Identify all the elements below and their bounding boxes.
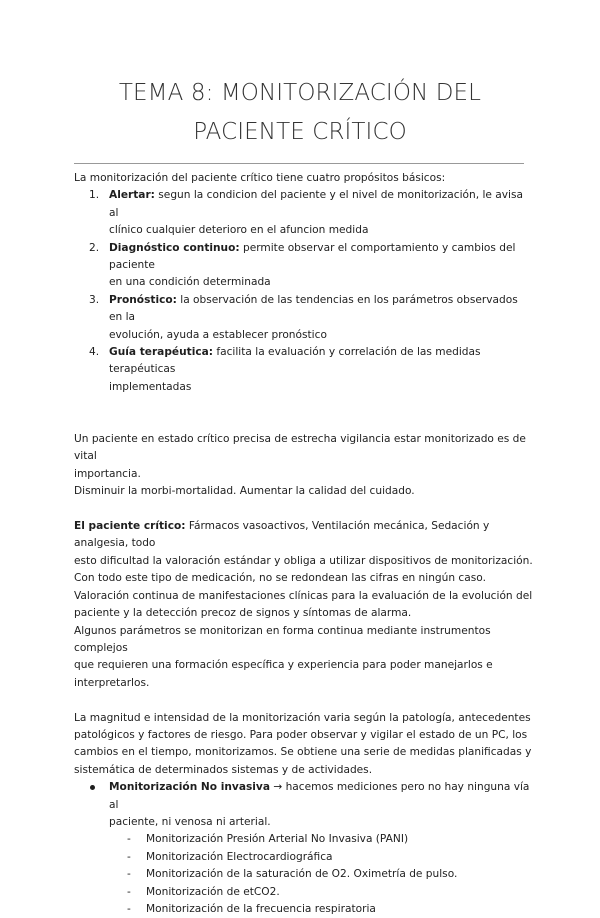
list-text-cont: clínico cualquier deterioro en el afuncion medida bbox=[109, 224, 369, 237]
list-item bbox=[74, 187, 534, 239]
list-text: segun la condicion del paciente y el nivel de monitorización, le avisa al bbox=[109, 189, 523, 219]
list-item bbox=[74, 240, 534, 292]
sublist-item: - Monitorización de etCO2. bbox=[127, 885, 280, 898]
list-number: 3. bbox=[89, 293, 100, 306]
critical-patient-paragraph: El paciente crítico: Fármacos vasoactivos, Ventilación mecánica, Sedación y analgesia, todo esto dificultad la valoración estándar y obliga a utilizar dispositivos de monitorización. Con todo este tipo de medicación, no se redondean las cifras en ningún caso. Valoración continua de manifestaciones clínicas para la evaluación de la evolución del paciente y la detección precoz de signos y síntomas de alarma. Algunos parámetros se monitorizan en forma continua mediante instrumentos complejos que requieren una formación específica y experiencia para poder manejarlos e interpretarlos. bbox=[74, 520, 533, 689]
list-term: Alertar: bbox=[109, 189, 155, 202]
list-item bbox=[74, 344, 534, 396]
magnitude-paragraph: La magnitud e intensidad de la monitorización varia según la patología, antecedentes patológicos y factores de riesgo. Para poder observar y vigilar el estado de un PC, los cambios en el tiempo, monitorizamos. Se obtiene una serie de medidas planificadas y sistemática de determinados sistemas y de actividades. bbox=[74, 711, 532, 776]
list-number: 4. bbox=[89, 346, 100, 359]
bullet-term: Monitorización No invasiva bbox=[109, 781, 270, 794]
critical-state-paragraph: Un paciente en estado crítico precisa de estrecha vigilancia estar monitorizado es de vital importancia. Disminuir la morbi-mortalidad. Aumentar la calidad del cuidado. bbox=[74, 433, 526, 498]
title-line-1: TEMA 8: MONITORIZACIÓN DEL bbox=[118, 80, 482, 106]
list-text: permite observar el comportamiento y cambios del paciente bbox=[109, 241, 516, 272]
list-item bbox=[74, 292, 534, 344]
title-line-2: PACIENTE CRÍTICO bbox=[193, 119, 407, 145]
list-text-cont: implementadas bbox=[109, 380, 192, 393]
purposes-list bbox=[74, 187, 534, 396]
bullet-item: Monitorización No invasiva → hacemos mediciones pero no hay ninguna vía al paciente, ni venosa ni arterial. bbox=[74, 779, 534, 831]
title-divider bbox=[74, 163, 524, 164]
list-text-cont: en una condición determinada bbox=[109, 276, 271, 289]
list-term: Diagnóstico continuo: bbox=[109, 241, 240, 254]
list-text-cont: evolución, ayuda a establecer pronóstico bbox=[109, 328, 327, 341]
page-title bbox=[0, 74, 600, 152]
list-number: 2. bbox=[89, 241, 100, 254]
sublist-item: - Monitorización de la frecuencia respiratoria bbox=[127, 903, 376, 915]
list-text: facilita la evaluación y correlación de las medidas terapéuticas bbox=[109, 346, 481, 376]
list-text: la observación de las tendencias en los parámetros observados en la bbox=[109, 293, 518, 324]
document-body bbox=[74, 170, 534, 918]
sublist-item: - Monitorización Electrocardiográfica bbox=[127, 850, 333, 863]
paragraph-term: El paciente crítico: bbox=[74, 520, 186, 533]
bullet-dot bbox=[90, 785, 95, 790]
list-term: Pronóstico: bbox=[109, 293, 177, 306]
monitoring-sublist bbox=[74, 831, 534, 918]
list-number: 1. bbox=[89, 189, 100, 202]
sublist-item: - Monitorización Presión Arterial No Invasiva (PANI) bbox=[127, 833, 409, 846]
sublist-item: - Monitorización de la saturación de O2. Oximetría de pulso. bbox=[127, 868, 458, 881]
intro-paragraph: La monitorización del paciente crítico tiene cuatro propósitos básicos: bbox=[74, 172, 446, 184]
list-term: Guía terapéutica: bbox=[109, 346, 213, 359]
